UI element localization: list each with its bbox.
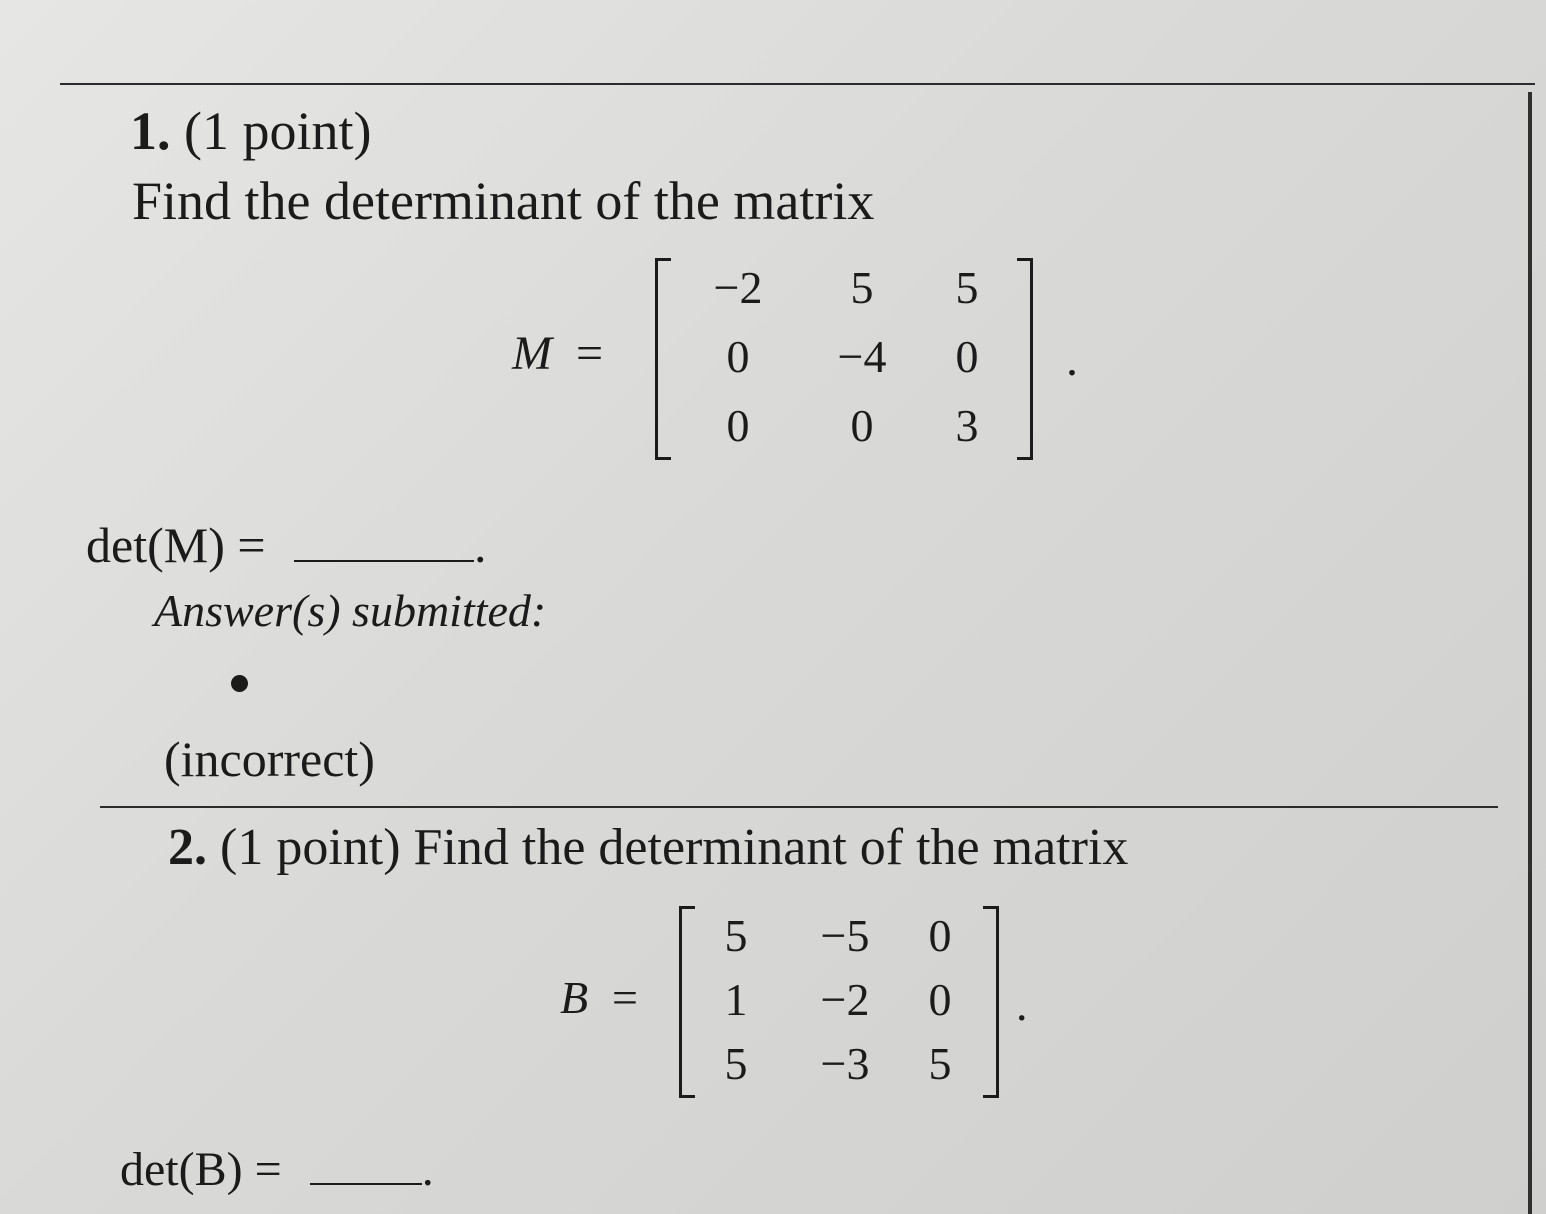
problem1-points: (1 point) bbox=[184, 101, 372, 161]
matrix-b-cell: 1 bbox=[724, 974, 748, 1025]
incorrect-status: (incorrect) bbox=[164, 731, 375, 787]
matrix-m-cell: −2 bbox=[713, 262, 763, 313]
det-b-label: det(B) = bbox=[120, 1143, 282, 1196]
det-b-answer-blank[interactable] bbox=[310, 1183, 422, 1185]
problem2-answer-row bbox=[120, 1143, 434, 1196]
problem2-matrix-name: B bbox=[560, 972, 589, 1023]
det-m-answer-blank[interactable] bbox=[294, 560, 474, 562]
matrix-b-cell: 5 bbox=[724, 1038, 748, 1089]
problem-divider bbox=[100, 806, 1498, 808]
screen-edge bbox=[1528, 92, 1532, 1214]
top-divider bbox=[60, 83, 1535, 85]
problem2-equals: = bbox=[612, 972, 638, 1023]
problem1-number: 1. bbox=[130, 101, 171, 161]
matrix-b-cell: 5 bbox=[928, 1038, 952, 1089]
problem1-prompt: Find the determinant of the matrix bbox=[132, 171, 875, 231]
matrix-b-cell: 0 bbox=[928, 910, 952, 961]
matrix-b-cell: 5 bbox=[724, 910, 748, 961]
matrix-m-cell: 0 bbox=[726, 400, 750, 451]
matrix-b-cell: 0 bbox=[928, 974, 952, 1025]
matrix-m-cell: 0 bbox=[850, 400, 874, 451]
matrix-b-cell: −2 bbox=[820, 974, 870, 1025]
problem2-number: 2. bbox=[168, 819, 207, 876]
matrix-b-cell: −5 bbox=[820, 910, 870, 961]
answers-submitted-label: Answer(s) submitted: bbox=[154, 585, 547, 636]
det-m-period: . bbox=[474, 517, 487, 573]
problem1-equals: = bbox=[576, 327, 604, 380]
matrix-m-cell: 3 bbox=[955, 400, 979, 451]
det-m-label: det(M) = bbox=[86, 517, 266, 573]
matrix-m-cell: −4 bbox=[837, 331, 887, 382]
matrix-b-cell: −3 bbox=[820, 1038, 870, 1089]
submitted-answer-bullet bbox=[231, 675, 248, 692]
matrix-m-cell: 0 bbox=[726, 331, 750, 382]
problem1-header bbox=[130, 101, 372, 161]
problem1-answer-row bbox=[86, 517, 487, 573]
problem1-matrix-name: M bbox=[512, 327, 552, 380]
problem2-header bbox=[168, 819, 1129, 876]
problem2-points: (1 point) bbox=[220, 819, 401, 876]
problem2-matrix-period: . bbox=[1016, 979, 1028, 1030]
matrix-m-cell: 0 bbox=[955, 331, 979, 382]
problem2-prompt: Find the determinant of the matrix bbox=[413, 819, 1129, 876]
matrix-m-cell: 5 bbox=[955, 262, 979, 313]
matrix-m-left-bracket bbox=[655, 258, 671, 460]
matrix-m-cell: 5 bbox=[850, 262, 874, 313]
problem1-matrix-period: . bbox=[1066, 333, 1078, 386]
det-b-period: . bbox=[421, 1143, 434, 1196]
